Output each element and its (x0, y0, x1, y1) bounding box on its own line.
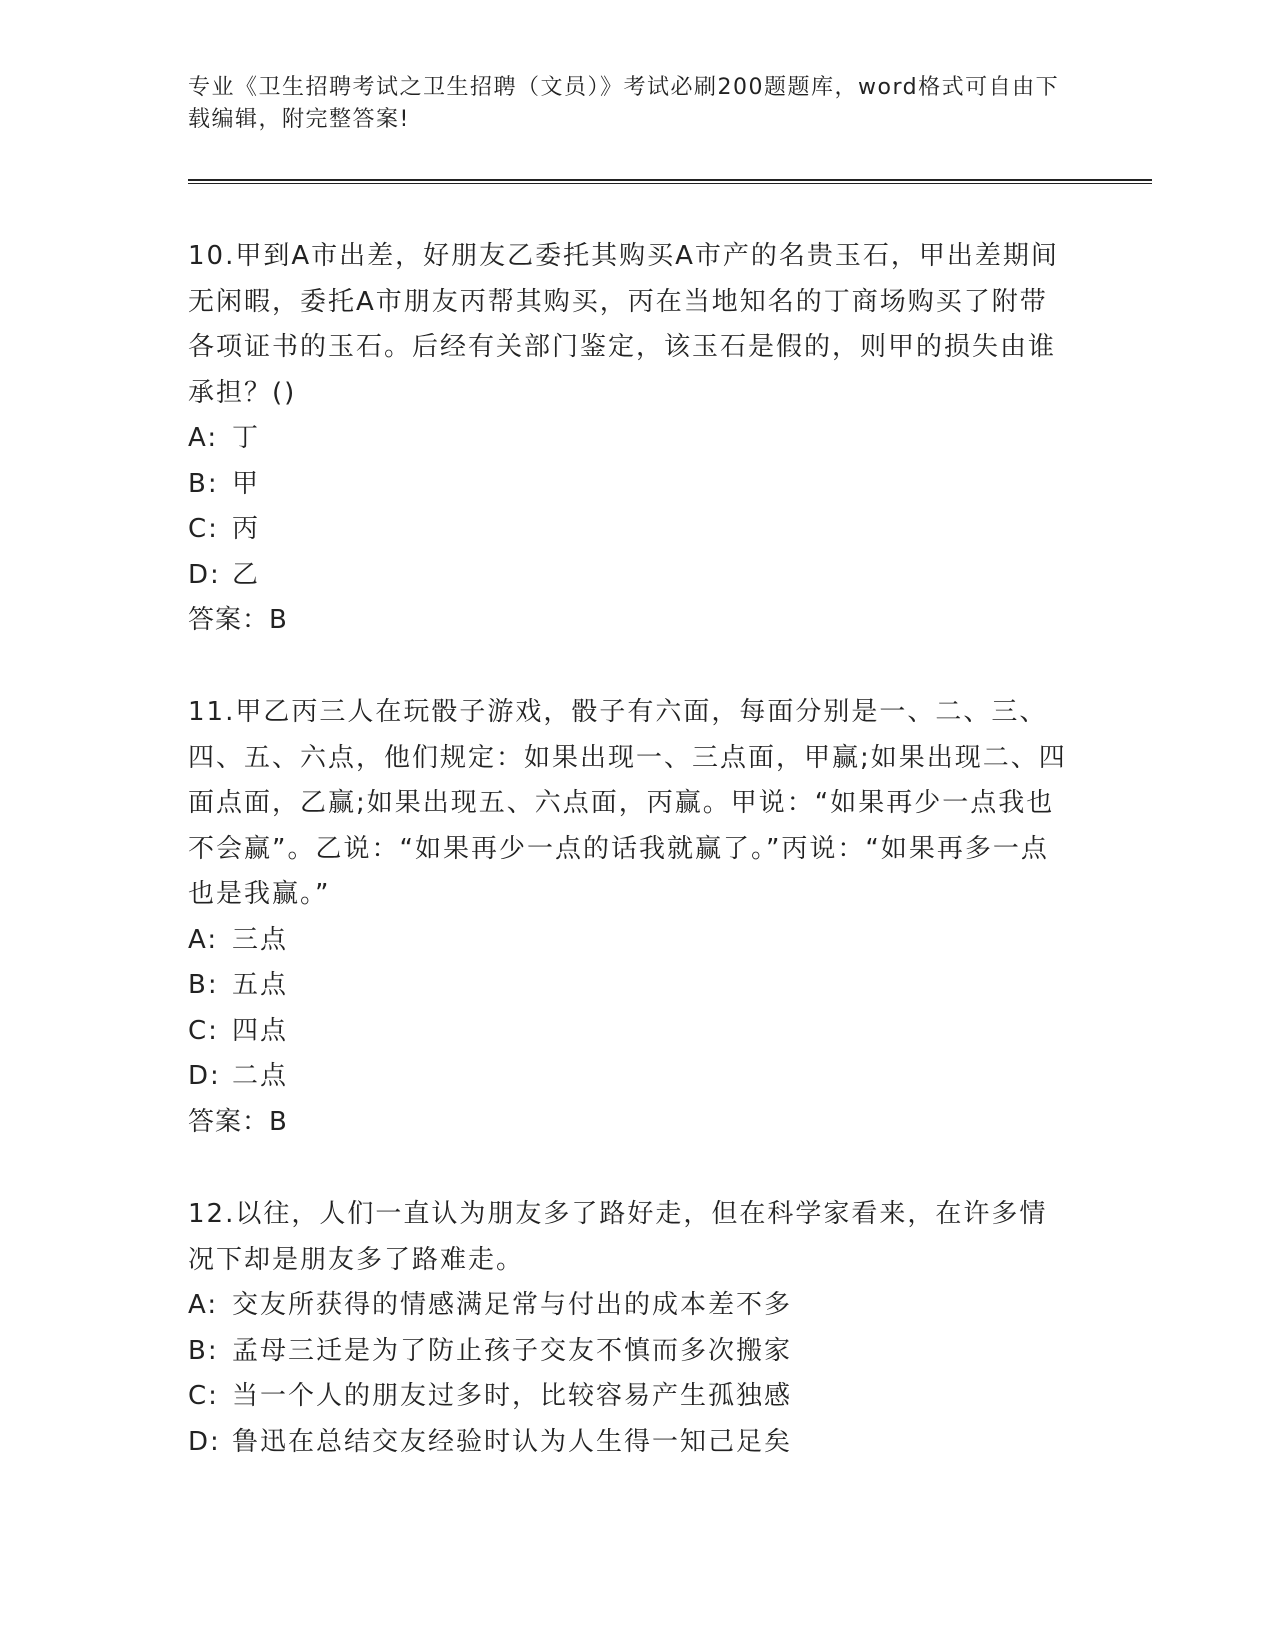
option-a (188, 416, 1068, 462)
question-text: 12.以往，人们一直认为朋友多了路好走，但在科学家看来，在许多情况下却是朋友多了路难走。 (188, 1199, 1048, 1275)
option-c (188, 1374, 1068, 1420)
option-letter: D: (188, 1426, 221, 1457)
option-letter: C: (188, 1381, 219, 1411)
option-text: 三点 (232, 924, 289, 955)
header-divider-thin (188, 183, 1152, 184)
header-divider-thick (188, 179, 1152, 181)
option-text: 鲁迅在总结交友经验时认为人生得一知己足矣 (232, 1426, 793, 1457)
answer-line: 答案：B (188, 605, 288, 635)
option-b (188, 963, 1068, 1009)
option-d (188, 1054, 1068, 1100)
question-10 (188, 234, 1068, 644)
option-text: 四点 (232, 1015, 289, 1046)
option-a (188, 918, 1068, 964)
option-c (188, 1009, 1068, 1055)
option-letter: B: (188, 970, 219, 1000)
option-text: 甲 (232, 468, 261, 499)
option-text: 丙 (232, 514, 261, 544)
option-b (188, 1329, 1068, 1375)
option-a (188, 1283, 1068, 1329)
option-text: 交友所获得的情感满足常与付出的成本差不多 (232, 1290, 793, 1320)
option-text: 孟母三迁是为了防止孩子交友不慎而多次搬家 (232, 1335, 793, 1366)
option-text: 二点 (232, 1061, 289, 1091)
option-letter: A: (188, 1290, 219, 1320)
option-letter: A: (188, 423, 219, 453)
question-text: 11.甲乙丙三人在玩骰子游戏，骰子有六面，每面分别是一、二、三、四、五、六点，他们规定：如果出现一、三点面，甲赢;如果出现二、四面点面，乙赢;如果出现五、六点面，丙赢。甲说：“如果再少一点我也不会赢”。乙说：“如果再少一点的话我就赢了。”丙说：“如果再多一点也是我赢。” (188, 697, 1067, 909)
option-d (188, 553, 1068, 599)
option-letter: A: (188, 924, 219, 955)
option-letter: B: (188, 1335, 219, 1366)
question-12 (188, 1192, 1068, 1465)
option-letter: B: (188, 468, 219, 499)
option-d (188, 1420, 1068, 1466)
answer-line: 答案：B (188, 1106, 288, 1137)
option-b (188, 462, 1068, 508)
question-text: 10.甲到A市出差，好朋友乙委托其购买A市产的名贵玉石，甲出差期间无闲暇，委托A市朋友丙帮其购买，丙在当地知名的丁商场购买了附带各项证书的玉石。后经有关部门鉴定，该玉石是假的，则甲的损失由谁承担？() (188, 241, 1059, 408)
option-letter: D: (188, 559, 221, 590)
option-letter: D: (188, 1061, 221, 1091)
question-11 (188, 690, 1068, 1145)
option-text: 丁 (232, 423, 261, 453)
option-c (188, 507, 1068, 553)
option-letter: C: (188, 1015, 219, 1046)
option-text: 当一个人的朋友过多时，比较容易产生孤独感 (232, 1381, 793, 1411)
option-text: 五点 (232, 970, 289, 1000)
document-header: 专业《卫生招聘考试之卫生招聘（文员）》考试必刷200题题库，word格式可自由下载编辑，附完整答案! (188, 75, 1060, 132)
option-letter: C: (188, 514, 219, 544)
option-text: 乙 (232, 559, 261, 590)
